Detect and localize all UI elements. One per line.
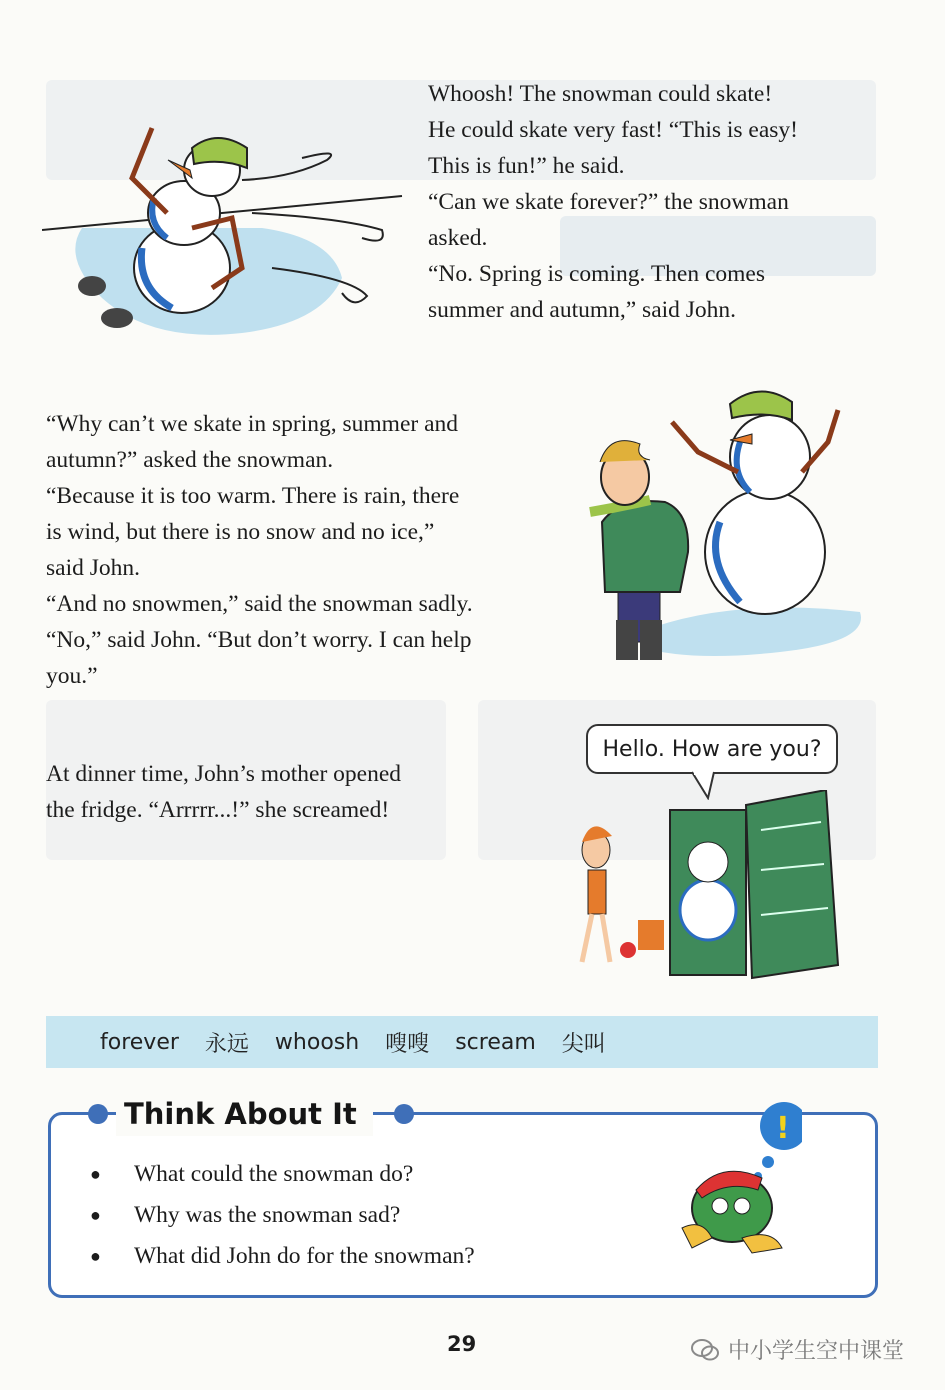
- vocab-word: forever: [100, 1029, 179, 1055]
- vocabulary-bar: [46, 1016, 878, 1068]
- story-paragraph-2: [46, 406, 473, 694]
- bullet-icon: ●: [90, 1164, 101, 1184]
- story-paragraph-3: [46, 756, 401, 828]
- mascot-thinking-icon: [672, 1098, 802, 1258]
- skating-snowman-illustration: [42, 118, 412, 358]
- story-line: “Because it is too warm. There is rain, there: [46, 483, 460, 509]
- question-text: What could the snowman do?: [134, 1161, 414, 1187]
- story-line: autumn?” asked the snowman.: [46, 447, 334, 473]
- watermark: [690, 1334, 904, 1365]
- story-line: “Can we skate forever?” the snowman: [428, 189, 789, 215]
- question-list: [90, 1154, 475, 1277]
- story-line: is wind, but there is no snow and no ice,”: [46, 519, 435, 545]
- story-line: At dinner time, John’s mother opened: [46, 761, 402, 787]
- question-item: [90, 1195, 475, 1236]
- page-number: 29: [447, 1332, 477, 1356]
- story-line: “And no snowmen,” said the snowman sadly.: [46, 591, 473, 617]
- speech-bubble: Hello. How are you?: [586, 724, 838, 774]
- story-line: the fridge. “Arrrrr...!” she screamed!: [46, 797, 390, 823]
- story-line: “No. Spring is coming. Then comes: [428, 261, 766, 287]
- story-line: asked.: [428, 225, 488, 251]
- vocab-word: whoosh: [274, 1029, 360, 1055]
- fridge-scene-illustration: [556, 790, 846, 980]
- question-item: [90, 1236, 475, 1277]
- question-text: What did John do for the snowman?: [134, 1243, 475, 1269]
- story-line: said John.: [46, 555, 140, 581]
- story-paragraph-1: [428, 76, 798, 328]
- question-text: Why was the snowman sad?: [134, 1202, 401, 1228]
- story-line: “No,” said John. “But don’t worry. I can help: [46, 627, 472, 653]
- question-item: [90, 1154, 475, 1195]
- think-about-it-title: Think About It: [116, 1092, 373, 1136]
- story-line: “Why can’t we skate in spring, summer and: [46, 411, 459, 437]
- story-line: This is fun!” he said.: [428, 153, 625, 179]
- wechat-icon: [690, 1338, 720, 1362]
- vocab-meaning: 嗖嗖: [385, 1031, 430, 1057]
- vocab-meaning: 尖叫: [561, 1031, 606, 1057]
- john-and-snowman-illustration: [580, 382, 870, 672]
- watermark-text: 中小学生空中课堂: [728, 1339, 905, 1364]
- story-line: He could skate very fast! “This is easy!: [428, 117, 798, 143]
- story-line: summer and autumn,” said John.: [428, 297, 737, 323]
- heading-dot-left: [88, 1104, 108, 1124]
- vocab-word: scream: [455, 1029, 536, 1055]
- bullet-icon: ●: [90, 1205, 101, 1225]
- vocab-meaning: 永远: [204, 1031, 249, 1057]
- heading-dot-right: [394, 1104, 414, 1124]
- bullet-icon: ●: [90, 1246, 101, 1266]
- story-line: Whoosh! The snowman could skate!: [428, 81, 773, 107]
- svg-text:!: !: [776, 1111, 790, 1146]
- story-line: you.”: [46, 663, 98, 689]
